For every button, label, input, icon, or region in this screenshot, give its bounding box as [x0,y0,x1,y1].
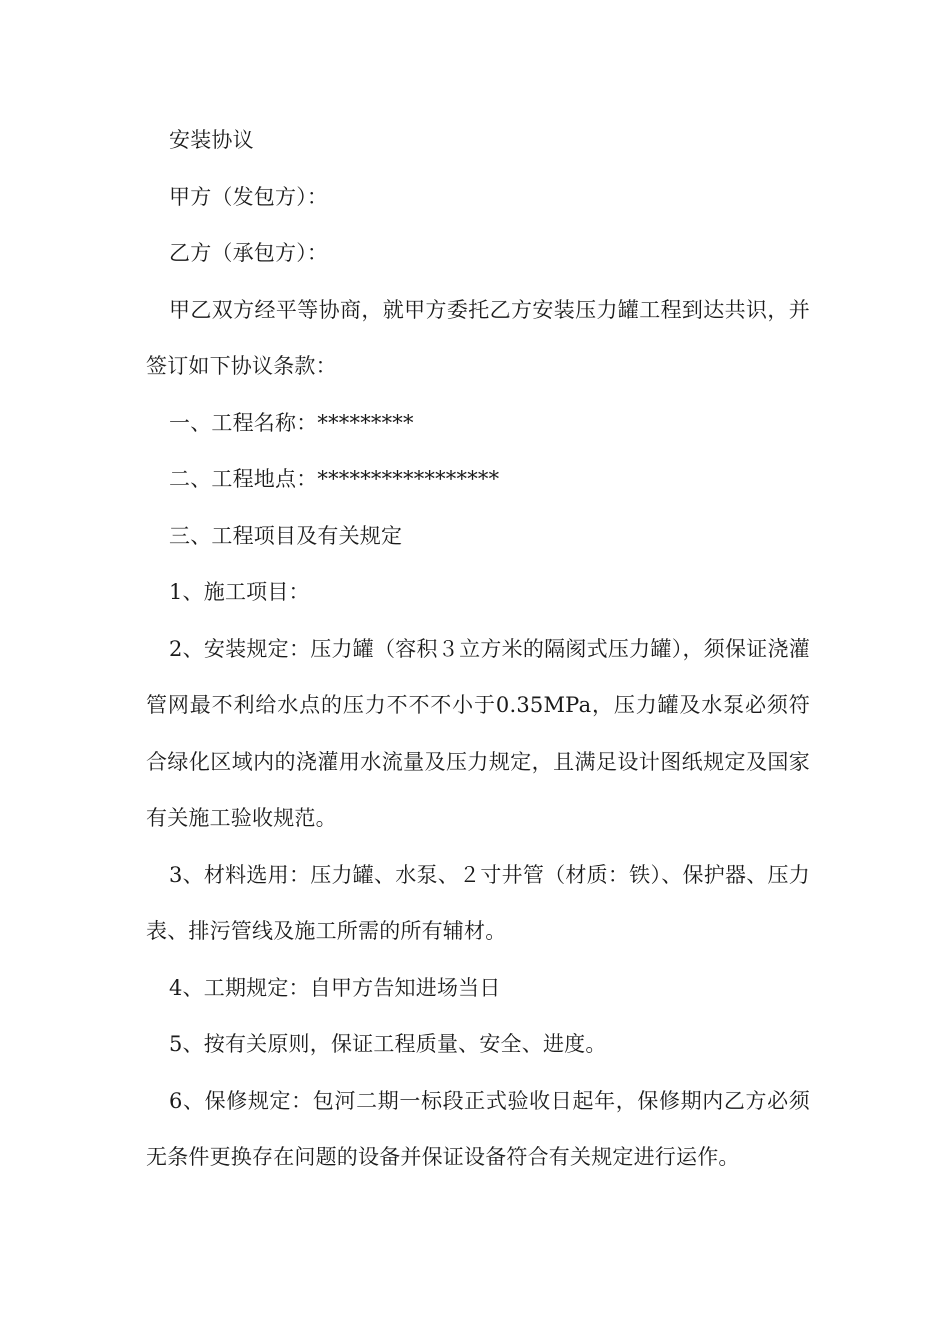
clause-project-items-heading: 三、工程项目及有关规定 [169,523,403,548]
document-body [146,112,810,1186]
clause-project-name: 一、工程名称：********* [169,410,414,435]
clause-project-location: 二、工程地点：***************** [169,467,500,491]
party-b-line: 乙方（承包方）： [169,241,329,265]
document-title: 安装协议 [169,128,254,152]
item-schedule: 4、工期规定：自甲方告知进场当日 [169,975,501,1000]
item-construction: 1、施工项目： [169,580,310,604]
party-a-line: 甲方（发包方）： [169,184,329,209]
intro-paragraph: 甲乙双方经平等协商，就甲方委托乙方安装压力罐工程到达共识，并签订如下协议条款： [146,297,810,378]
item-installation-rules: 2、安装规定：压力罐（容积３立方米的隔阂式压力罐），须保证浇灌管网最不利给水点的压力不不不小于0.35MPa，压力罐及水泵必须符合绿化区域内的浇灌用水流量及压力规定，且满足设计图纸规定及国家有关施工验收规范。 [146,636,810,830]
item-warranty: 6、保修规定：包河二期一标段正式验收日起年，保修期内乙方必须无条件更换存在问题的设备并保证设备符合有关规定进行运作。 [146,1088,810,1169]
item-materials: 3、材料选用：压力罐、水泵、２寸井管（材质：铁）、保护器、压力表、排污管线及施工所需的所有辅材。 [146,862,810,943]
item-quality: 5、按有关原则，保证工程质量、安全、进度。 [169,1032,607,1056]
